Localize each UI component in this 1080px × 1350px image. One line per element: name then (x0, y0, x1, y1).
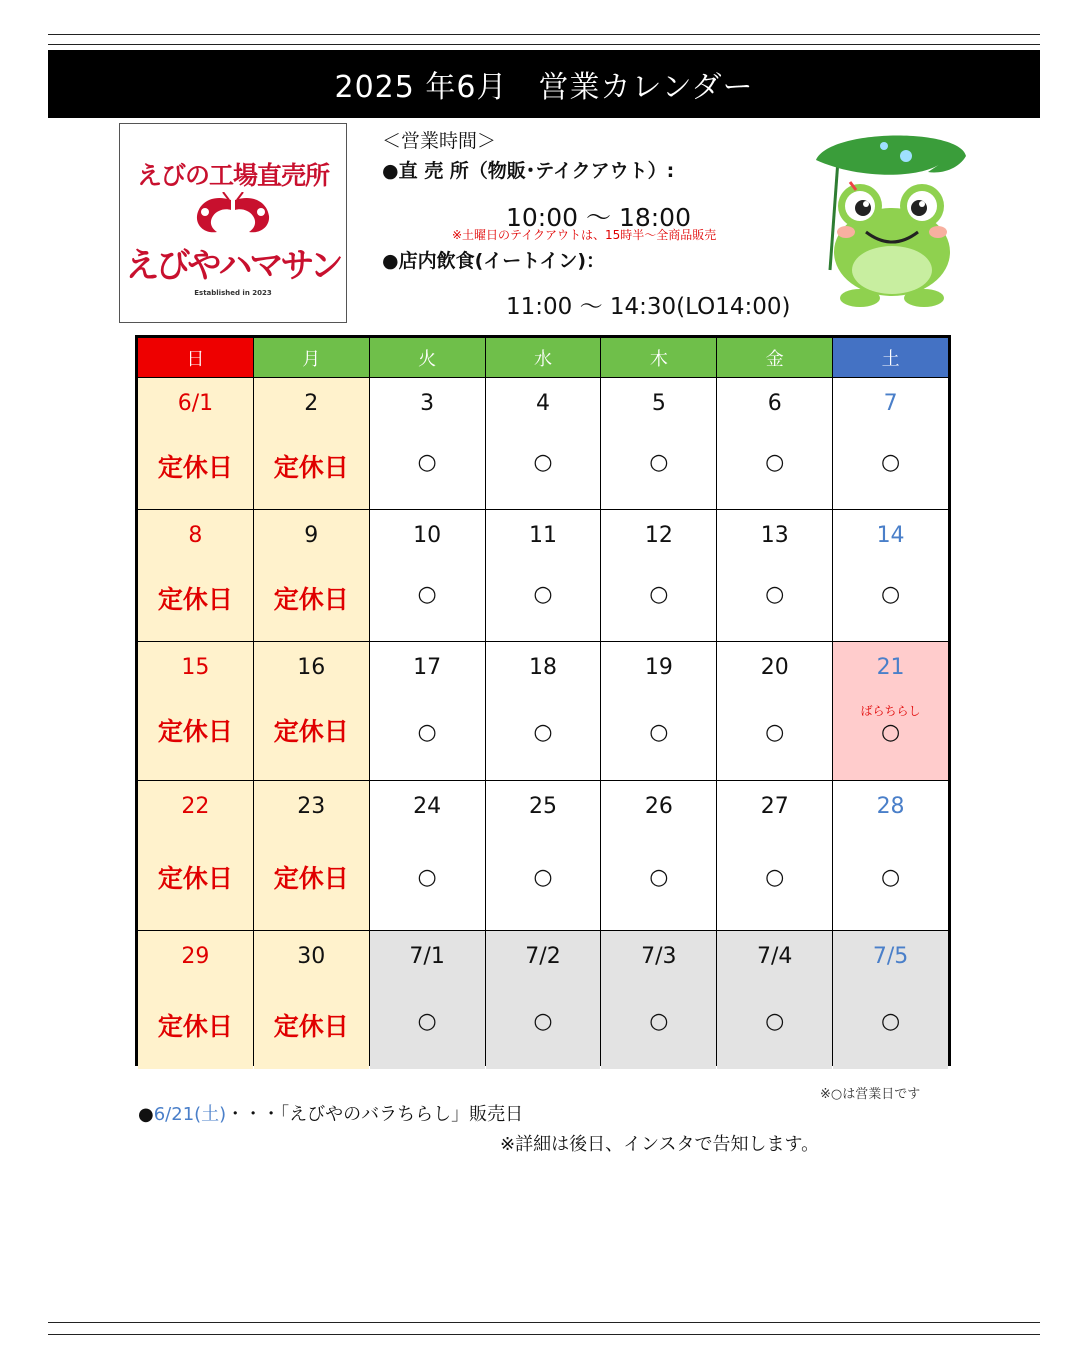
calendar-day-cell (486, 378, 601, 509)
closed-day-label: 定休日 (273, 717, 349, 746)
calendar-day-cell (833, 781, 948, 930)
closed-day-label: 定休日 (273, 864, 349, 893)
footer-line (138, 1100, 523, 1126)
calendar-day-cell (833, 931, 948, 1069)
weekday-header: 日 (138, 338, 253, 377)
day-number: 15 (181, 655, 210, 680)
bottom-rule-2 (48, 1334, 1040, 1335)
calendar-day-cell (370, 510, 485, 641)
day-number: 23 (297, 794, 326, 819)
day-number: 29 (181, 944, 210, 969)
top-rule-1 (48, 34, 1040, 35)
open-day-mark: ○ (417, 582, 437, 607)
page-title: 2025 年6月 営業カレンダー (48, 50, 1040, 118)
top-rule-2 (48, 44, 1040, 45)
open-day-mark: ○ (533, 865, 553, 890)
day-number: 14 (876, 523, 905, 548)
calendar-day-cell (370, 378, 485, 509)
day-number: 21 (876, 655, 905, 680)
day-event-note: ばらちらし (860, 704, 921, 718)
shop-hours-note: ※土曜日のテイクアウトは、15時半～全商品販売 (452, 228, 717, 242)
open-day-mark: ○ (765, 865, 785, 890)
closed-day-label: 定休日 (157, 864, 233, 893)
day-number: 12 (644, 523, 673, 548)
calendar-day-cell (486, 642, 601, 780)
calendar-day-cell (486, 931, 601, 1069)
closed-day-label: 定休日 (157, 453, 233, 482)
open-day-mark: ○ (649, 450, 669, 475)
weekday-header: 火 (370, 338, 485, 377)
day-number: 8 (188, 523, 203, 548)
open-day-mark: ○ (649, 582, 669, 607)
day-number: 7/4 (757, 944, 793, 969)
open-day-mark: ○ (765, 720, 785, 745)
day-number: 20 (760, 655, 789, 680)
open-day-mark: ○ (880, 1009, 901, 1034)
weekday-header: 月 (254, 338, 369, 377)
day-number: 7/1 (409, 944, 445, 969)
day-number: 6/1 (177, 391, 214, 416)
calendar-day-cell (717, 781, 832, 930)
calendar-day-cell (601, 931, 716, 1069)
open-day-mark: ○ (765, 582, 785, 607)
day-number: 3 (420, 391, 435, 416)
day-number: 5 (651, 391, 666, 416)
open-day-mark: ○ (533, 1009, 553, 1034)
shop-hours-time: 10:00 ～ 18:00 (506, 203, 691, 232)
calendar-day-cell (717, 642, 832, 780)
closed-day-label: 定休日 (157, 585, 233, 614)
open-day-mark: ○ (417, 865, 437, 890)
open-day-mark: ○ (765, 450, 785, 475)
calendar-day-cell (138, 378, 253, 509)
calendar-day-cell (833, 378, 948, 509)
calendar-day-cell (601, 378, 716, 509)
day-number: 7 (883, 391, 898, 416)
calendar-day-cell (254, 781, 369, 930)
calendar-day-cell (138, 642, 253, 780)
footer-date: 6/21(土) (153, 1104, 227, 1125)
weekday-header: 水 (486, 338, 601, 377)
day-number: 18 (528, 655, 557, 680)
calendar-day-cell (486, 510, 601, 641)
shop-hours-label: ●直 売 所（物販･テイクアウト）: (382, 160, 675, 182)
calendar-day-cell (254, 931, 369, 1069)
open-day-mark: ○ (417, 720, 437, 745)
day-number: 10 (413, 523, 442, 548)
day-number: 11 (528, 523, 557, 548)
logo-bottom-text: えびやハマサン (125, 245, 341, 286)
day-number: 28 (876, 794, 905, 819)
open-day-mark: ○ (649, 1009, 669, 1034)
day-number: 26 (644, 794, 673, 819)
weekday-header: 土 (833, 338, 948, 377)
footer-text: ・・・「えびやのバラちらし」販売日 (226, 1104, 524, 1125)
hours-heading: ＜営業時間＞ (382, 130, 497, 152)
calendar-day-cell (370, 642, 485, 780)
calendar-day-cell (486, 781, 601, 930)
frog-mascot-icon (810, 130, 970, 310)
calendar-day-cell (601, 510, 716, 641)
calendar-day-cell (138, 931, 253, 1069)
open-day-mark: ○ (533, 582, 553, 607)
closed-day-label: 定休日 (273, 1012, 349, 1041)
calendar-day-cell (833, 510, 948, 641)
calendar-day-cell (370, 781, 485, 930)
closed-day-label: 定休日 (157, 1012, 233, 1041)
logo-top-text: えびの工場直売所 (136, 160, 329, 190)
calendar-day-cell (138, 781, 253, 930)
weekday-header: 金 (717, 338, 832, 377)
day-number: 9 (304, 523, 319, 548)
dinein-hours-time: 11:00 ～ 14:30(LO14:00) (506, 294, 791, 320)
calendar-day-cell (717, 510, 832, 641)
day-number: 6 (767, 391, 782, 416)
closed-day-label: 定休日 (273, 453, 349, 482)
calendar-day-cell (717, 378, 832, 509)
day-number: 22 (181, 794, 210, 819)
open-day-mark: ○ (765, 1009, 785, 1034)
open-day-mark: ○ (880, 582, 901, 607)
calendar-day-cell (601, 781, 716, 930)
day-number: 17 (413, 655, 442, 680)
day-number: 7/3 (641, 944, 677, 969)
day-number: 27 (760, 794, 789, 819)
calendar-day-cell (254, 378, 369, 509)
day-number: 7/2 (525, 944, 561, 969)
day-number: 19 (644, 655, 673, 680)
shrimp-logo-icon (183, 192, 283, 238)
logo-established: Established in 2023 (194, 288, 272, 297)
dinein-hours-label: ●店内飲食(イートイン)： (382, 250, 605, 272)
open-day-mark: ○ (649, 865, 669, 890)
shop-logo (119, 123, 347, 323)
calendar-day-cell (601, 642, 716, 780)
calendar-grid (135, 335, 951, 1066)
open-day-mark: ○ (417, 1009, 437, 1034)
open-day-mark: ○ (417, 450, 437, 475)
open-day-mark: ○ (880, 450, 901, 475)
bottom-rule-1 (48, 1322, 1040, 1323)
legend-note: ※○は営業日です (820, 1087, 921, 1102)
calendar-day-cell (370, 931, 485, 1069)
day-number: 16 (297, 655, 326, 680)
calendar-day-cell (717, 931, 832, 1069)
open-day-mark: ○ (649, 720, 669, 745)
calendar-day-cell (254, 510, 369, 641)
closed-day-label: 定休日 (157, 717, 233, 746)
open-day-mark: ○ (533, 450, 553, 475)
day-number: 30 (297, 944, 326, 969)
footer-bullet: ● (138, 1104, 154, 1125)
open-day-mark: ○ (880, 720, 901, 745)
weekday-header: 木 (601, 338, 716, 377)
calendar-day-cell (138, 510, 253, 641)
calendar-day-cell (833, 642, 948, 780)
open-day-mark: ○ (533, 720, 553, 745)
closed-day-label: 定休日 (273, 585, 349, 614)
day-number: 25 (528, 794, 557, 819)
footer-note: ※詳細は後日、インスタで告知します。 (500, 1134, 820, 1155)
day-number: 2 (304, 391, 319, 416)
calendar-day-cell (254, 642, 369, 780)
open-day-mark: ○ (880, 865, 901, 890)
day-number: 13 (760, 523, 789, 548)
day-number: 4 (535, 391, 550, 416)
day-number: 7/5 (872, 944, 909, 969)
day-number: 24 (413, 794, 442, 819)
